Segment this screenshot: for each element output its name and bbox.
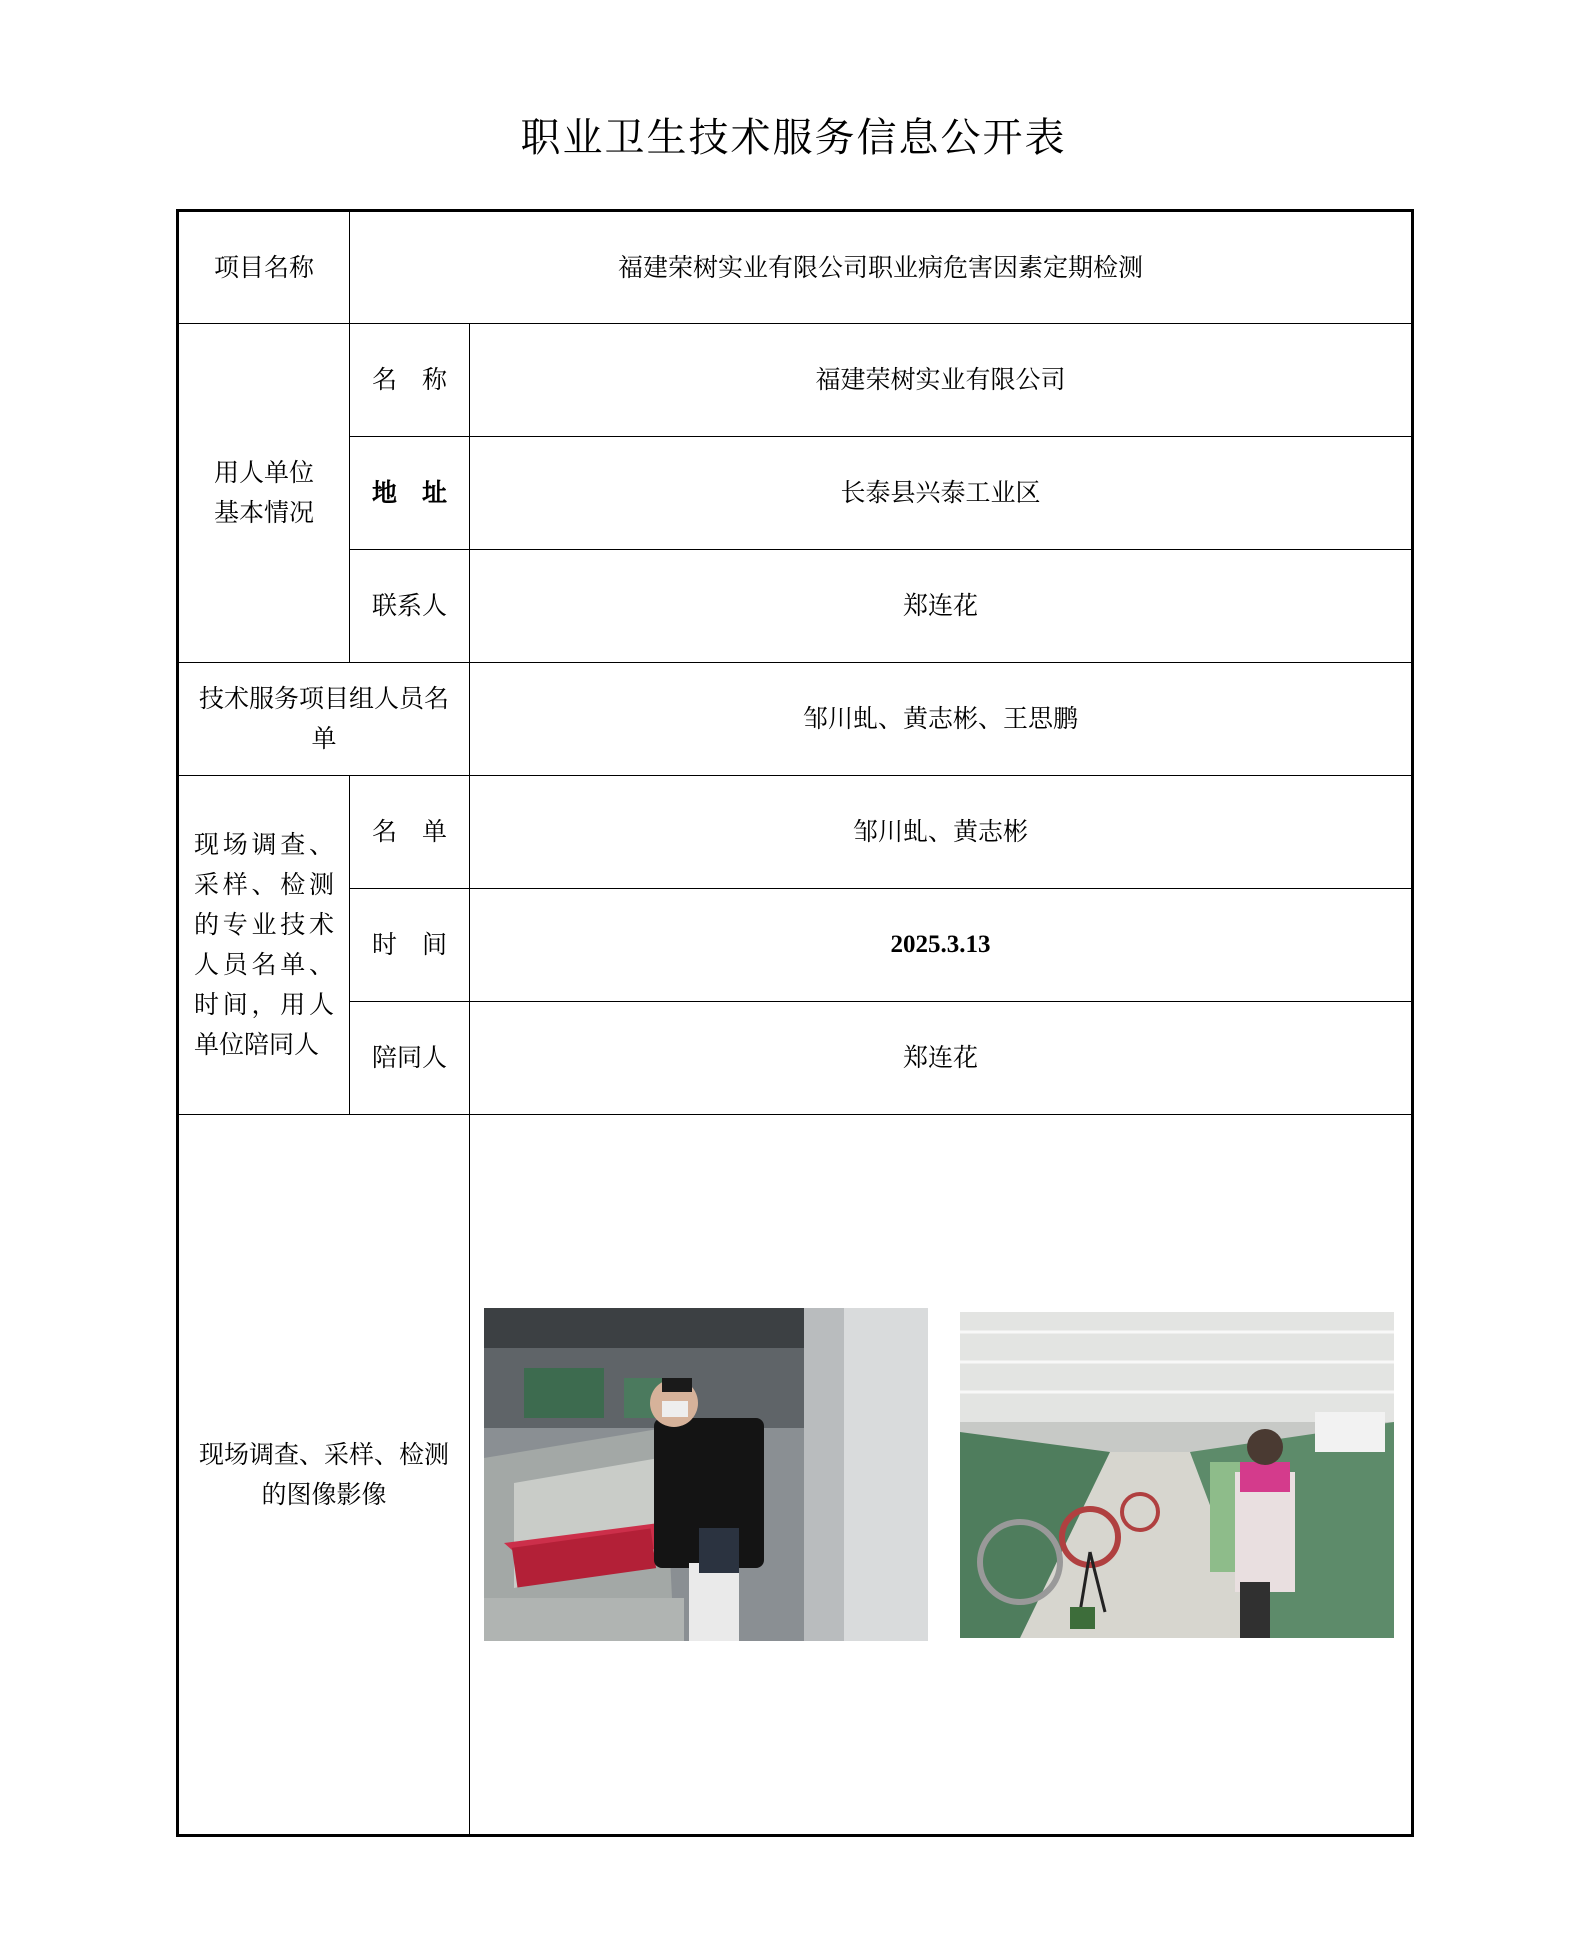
row-project: [178, 211, 1413, 324]
field-time-label: 时 间: [350, 889, 470, 1002]
worker-photo: [484, 1308, 928, 1641]
employer-label: [178, 324, 350, 663]
row-field-time: [178, 889, 1413, 1002]
field-label-text: 现场调查、采样、检测的专业技术人员名单、时间，用人单位陪同人: [194, 830, 334, 1059]
row-field-list: [178, 776, 1413, 889]
row-field-companion: [178, 1002, 1413, 1115]
factory-floor-photo-image: [960, 1312, 1394, 1638]
field-list-label: 名 单: [350, 776, 470, 889]
row-team: [178, 663, 1413, 776]
worker-photo-image: [484, 1308, 928, 1641]
row-employer-name: [178, 324, 1413, 437]
employer-contact-label: 联系人: [350, 550, 470, 663]
team-value: 邹川虬、黄志彬、王思鹏: [470, 663, 1413, 776]
employer-label-text: 用人单位基本情况: [213, 458, 314, 527]
field-companion-value: 郑连花: [470, 1002, 1413, 1115]
team-label-text: 技术服务项目组人员名单: [198, 684, 449, 753]
images-label: [178, 1115, 470, 1836]
document-title: 职业卫生技术服务信息公开表: [520, 115, 1067, 161]
row-images: [178, 1115, 1413, 1836]
field-list-value: 邹川虬、黄志彬: [470, 776, 1413, 889]
row-employer-contact: [178, 550, 1413, 663]
employer-address-value: 长泰县兴泰工业区: [470, 437, 1413, 550]
factory-floor-photo: [960, 1312, 1394, 1638]
employer-name-value: 福建荣树实业有限公司: [470, 324, 1413, 437]
info-table: [176, 209, 1414, 1837]
employer-contact-value: 郑连花: [470, 550, 1413, 663]
employer-address-label: 地 址: [350, 437, 470, 550]
project-label: 项目名称: [178, 211, 350, 324]
photo-gallery: [476, 1308, 1405, 1641]
field-time-value: 2025.3.13: [470, 889, 1413, 1002]
project-value: 福建荣树实业有限公司职业病危害因素定期检测: [350, 211, 1413, 324]
field-companion-label: 陪同人: [350, 1002, 470, 1115]
row-employer-address: [178, 437, 1413, 550]
images-label-text: 现场调查、采样、检测的图像影像: [198, 1439, 449, 1509]
team-label: [178, 663, 470, 776]
employer-name-label: 名 称: [350, 324, 470, 437]
field-label: [178, 776, 350, 1115]
images-cell: [470, 1115, 1413, 1836]
